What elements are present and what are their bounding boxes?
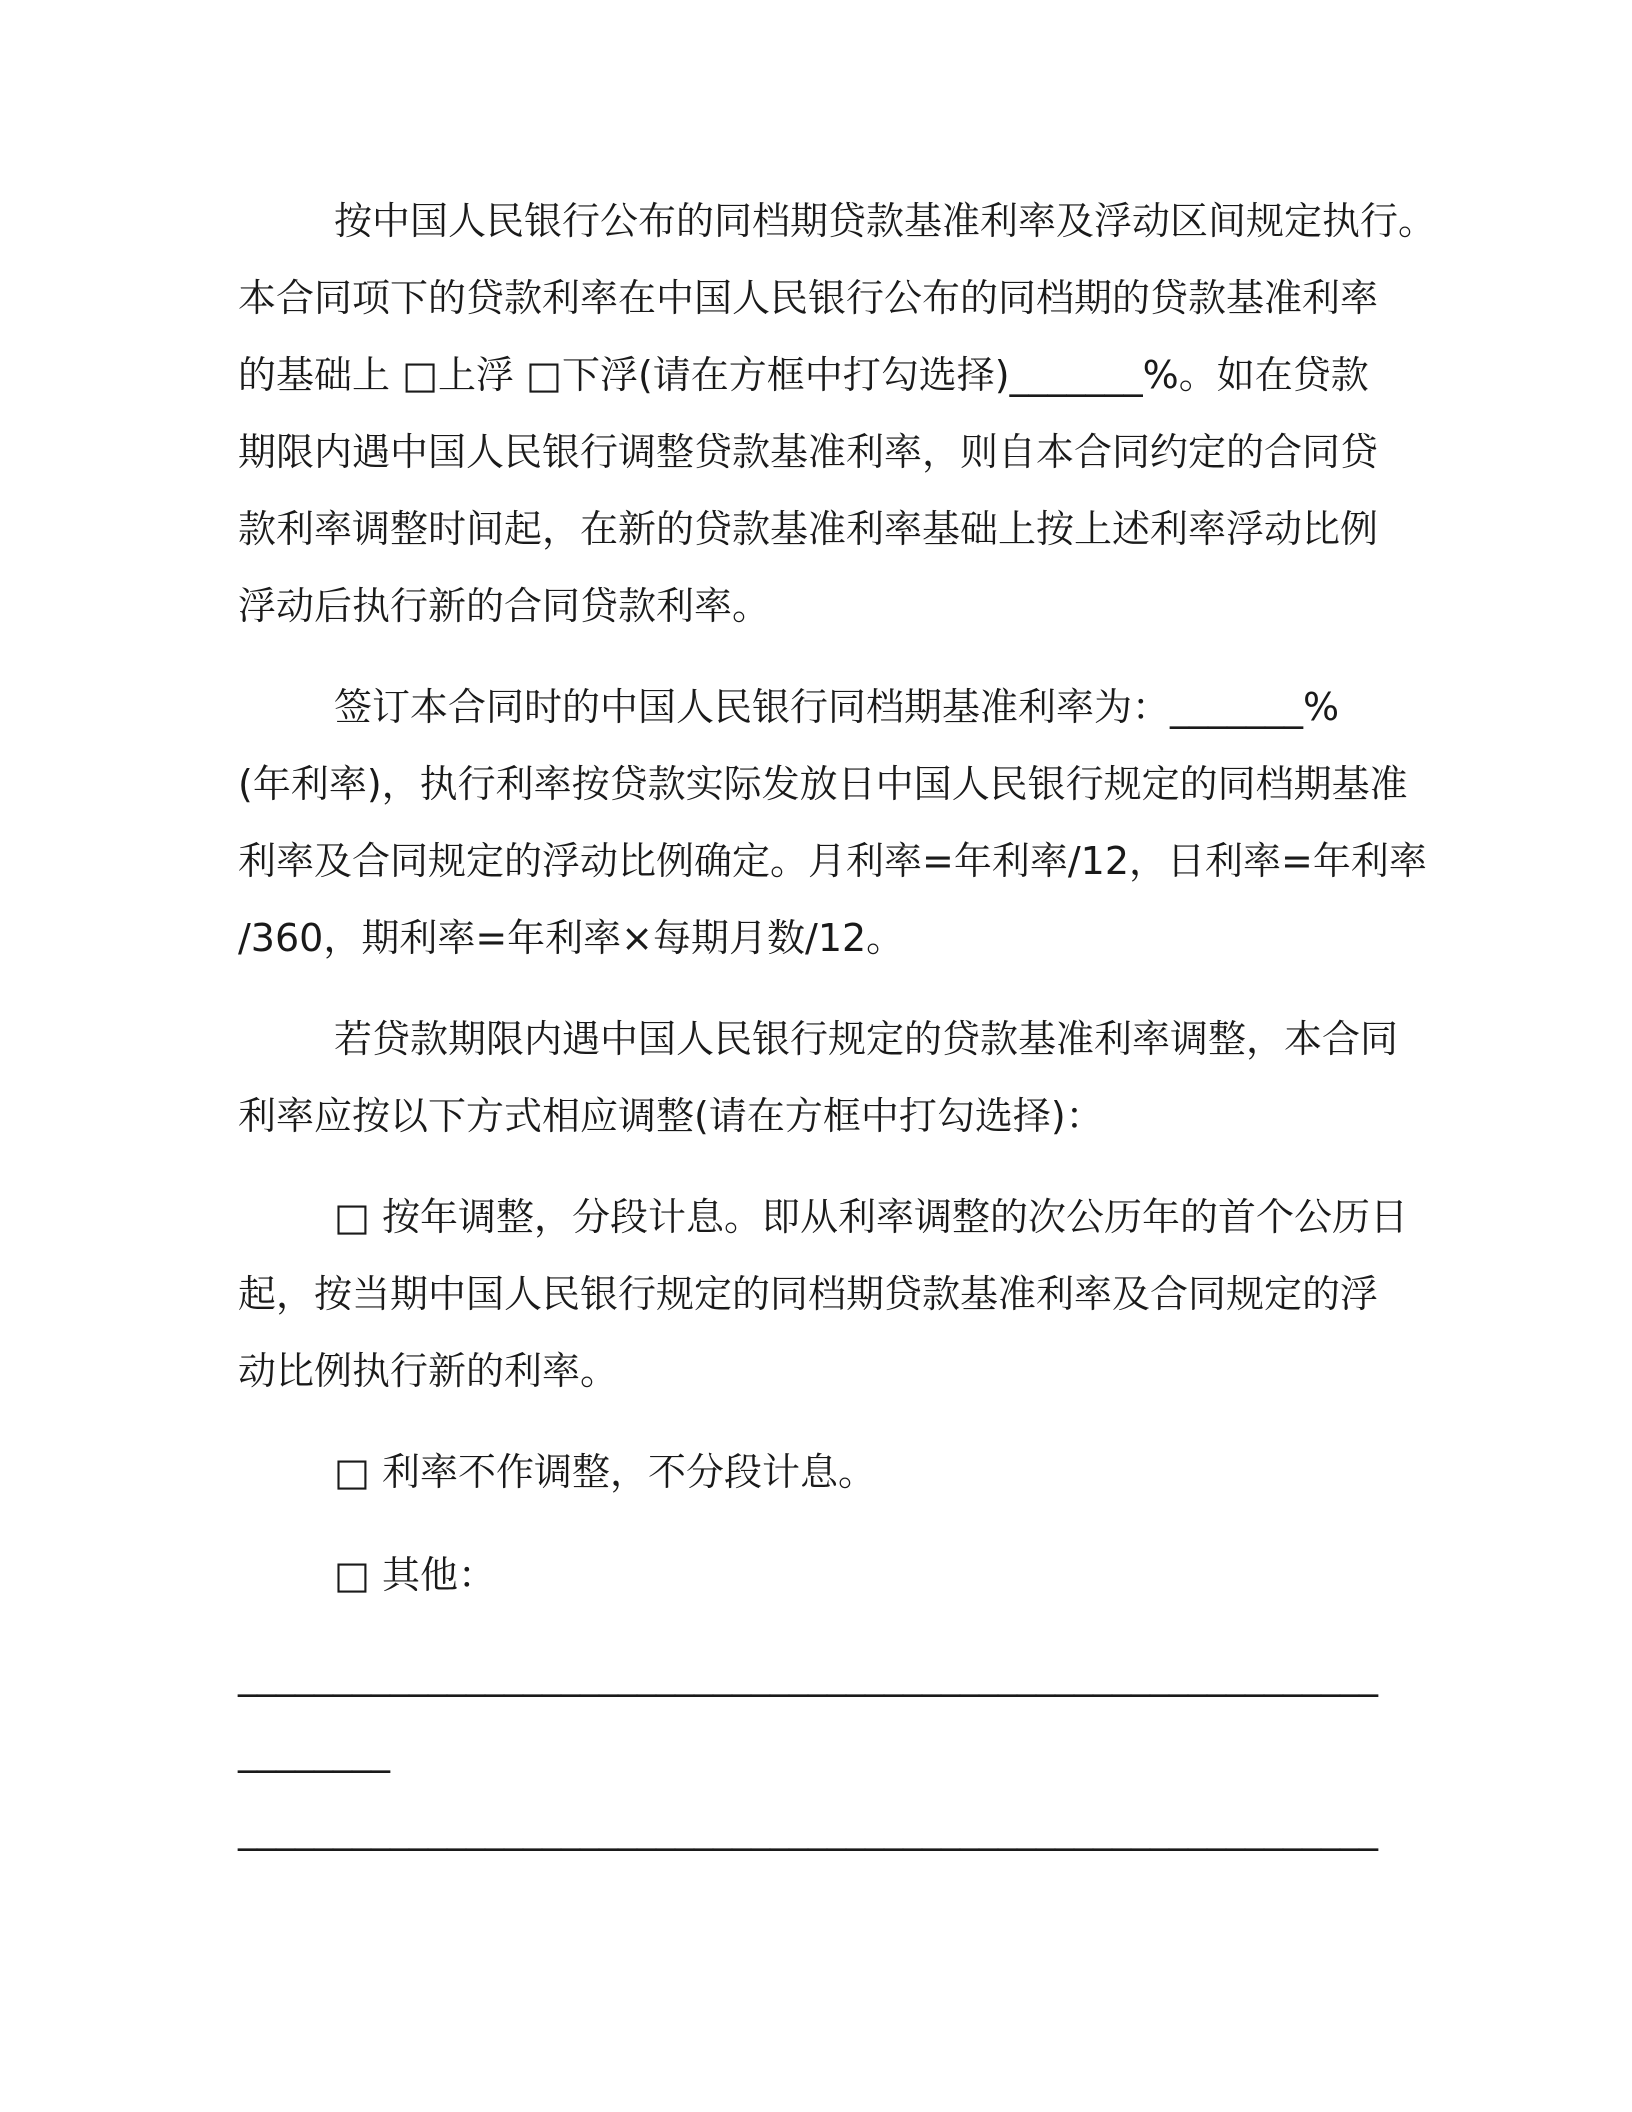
blank-line-2: ________	[238, 1729, 390, 1773]
para1-line5: 款利率调整时间起，在新的贷款基准利率基础上按上述利率浮动比例	[238, 507, 1379, 551]
option2-line1: □ 利率不作调整，不分段计息。	[334, 1450, 876, 1494]
para2-line2: (年利率)，执行利率按贷款实际发放日中国人民银行规定的同档期基准	[238, 762, 1408, 806]
blank-line-3: ____________________________________________________________	[238, 1807, 1378, 1851]
para2-line4: /360，期利率=年利率×每期月数/12。	[238, 916, 905, 960]
para1-line3: 的基础上 □上浮 □下浮(请在方框中打勾选择)_______%。如在贷款	[238, 353, 1369, 397]
para1-line1: 按中国人民银行公布的同档期贷款基准利率及浮动区间规定执行。	[334, 199, 1437, 243]
option3-line1: □ 其他：	[334, 1553, 496, 1597]
para2-line1: 签订本合同时的中国人民银行同档期基准利率为：_______%	[334, 685, 1340, 729]
para1-line6: 浮动后执行新的合同贷款利率。	[238, 584, 771, 628]
para1-line4: 期限内遇中国人民银行调整贷款基准利率，则自本合同约定的合同贷	[238, 430, 1379, 474]
para2-line3: 利率及合同规定的浮动比例确定。月利率=年利率/12，日利率=年利率	[238, 839, 1427, 883]
blank-line-1: ____________________________________________________________	[238, 1653, 1378, 1697]
para3-line1: 若贷款期限内遇中国人民银行规定的贷款基准利率调整，本合同	[334, 1017, 1399, 1061]
para1-line2: 本合同项下的贷款利率在中国人民银行公布的同档期的贷款基准利率	[238, 276, 1379, 320]
para3-line2: 利率应按以下方式相应调整(请在方框中打勾选择)：	[238, 1094, 1104, 1138]
option1-line3: 动比例执行新的利率。	[238, 1349, 619, 1393]
option1-line2: 起，按当期中国人民银行规定的同档期贷款基准利率及合同规定的浮	[238, 1272, 1379, 1316]
option1-line1: □ 按年调整，分段计息。即从利率调整的次公历年的首个公历日	[334, 1195, 1408, 1239]
